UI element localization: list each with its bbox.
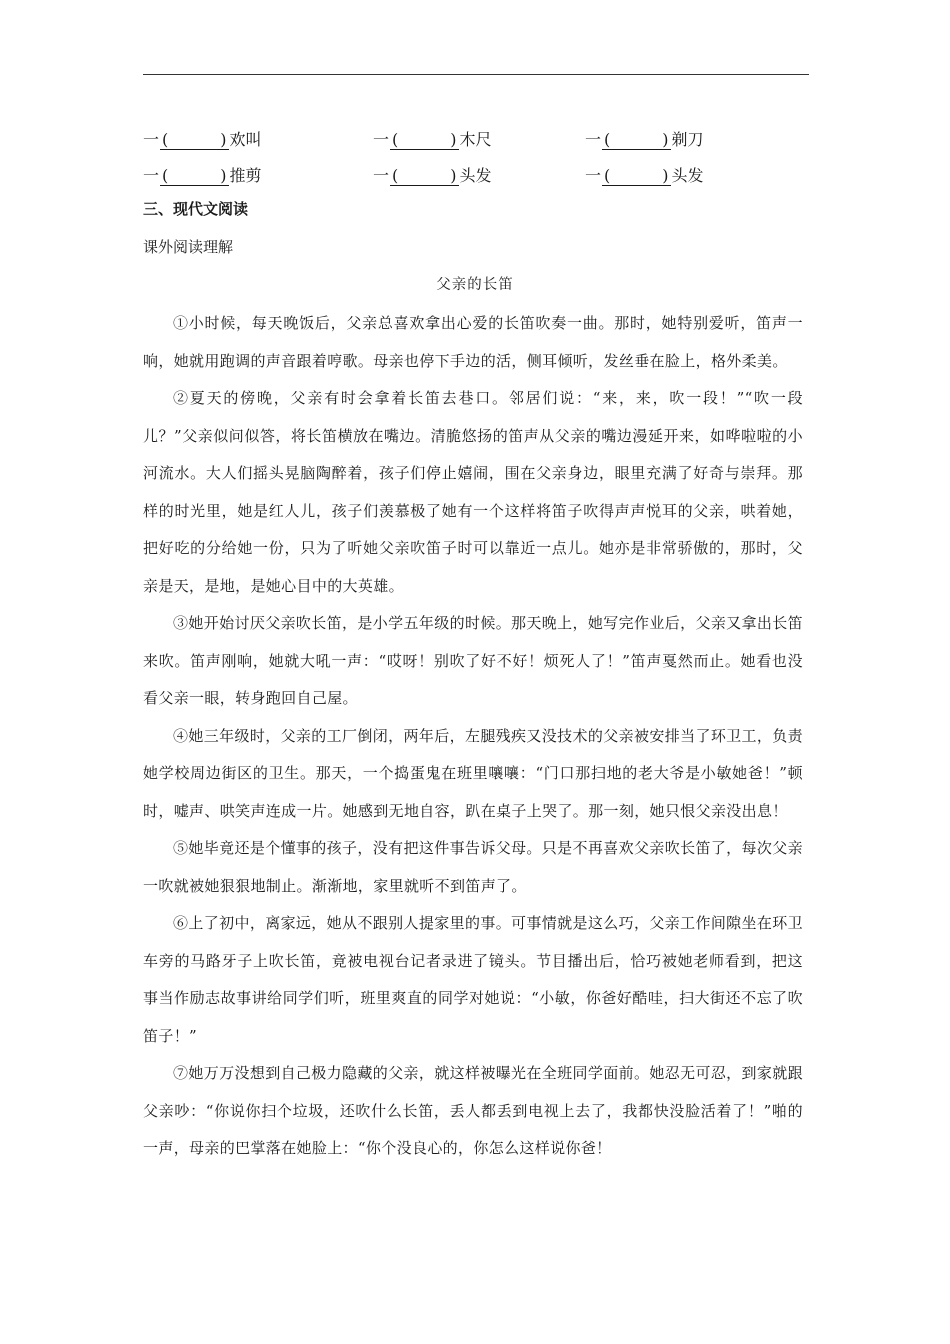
paren-close: ) bbox=[662, 165, 669, 185]
fill-blank-item bbox=[373, 163, 585, 186]
paren-open: ( bbox=[392, 165, 399, 185]
fill-blank-item bbox=[585, 127, 805, 150]
answer-blank[interactable] bbox=[160, 131, 229, 150]
noun-word: 剃刀 bbox=[671, 129, 704, 149]
article-paragraph: ⑥上了初中，离家远，她从不跟别人提家里的事。可事情就是这么巧，父亲工作间隙坐在环卫车旁的马路牙子上吹长笛，竟被电视台记者录进了镜头。节目播出后，恰巧被她老师看到，把这事当作励志故事讲给同学们听，班里爽直的同学对她说：“小敏，你爸好酷哇，扫大街还不忘了吹笛子！” bbox=[143, 914, 803, 1045]
article-paragraph: ④她三年级时，父亲的工厂倒闭，两年后，左腿残疾又没技术的父亲被安排当了环卫工，负责她学校周边街区的卫生。那天，一个捣蛋鬼在班里嚷嚷：“门口那扫地的老大爷是小敏她爸！”顿时，嘘声、哄笑声连成一片。她感到无地自容，趴在桌子上哭了。那一刻，她只恨父亲没出息！ bbox=[143, 726, 803, 820]
article-paragraph: ③她开始讨厌父亲吹长笛，是小学五年级的时候。那天晚上，她写完作业后，父亲又拿出长笛来吹。笛声刚响，她就大吼一声：“哎呀！别吹了好不好！烦死人了！”笛声戛然而止。她看也没看父亲一眼，转身跑回自己屋。 bbox=[143, 614, 803, 707]
measure-prefix: 一 bbox=[585, 165, 602, 185]
paren-close: ) bbox=[220, 165, 227, 185]
measure-prefix: 一 bbox=[373, 165, 390, 185]
article-paragraph: ⑦她万万没想到自己极力隐藏的父亲，就这样被曝光在全班同学面前。她忍无可忍，到家就跟父亲吵：“你说你扫个垃圾，还吹什么长笛，丢人都丢到电视上去了，我都快没脸活着了！”啪的一声，母亲的巴掌落在她脸上：“你个没良心的，你怎么这样说你爸！ bbox=[143, 1064, 803, 1157]
paren-open: ( bbox=[162, 129, 169, 149]
fill-blank-item bbox=[143, 127, 373, 150]
article-paragraph: ⑤她毕竟还是个懂事的孩子，没有把这件事告诉父母。只是不再喜欢父亲吹长笛了，每次父亲一吹就被她狠狠地制止。渐渐地，家里就听不到笛声了。 bbox=[143, 839, 803, 895]
measure-prefix: 一 bbox=[143, 165, 160, 185]
fill-blank-exercise bbox=[143, 120, 823, 192]
header-rule bbox=[143, 74, 809, 75]
paren-close: ) bbox=[450, 165, 457, 185]
article-title: 父亲的长笛 bbox=[436, 277, 514, 293]
paren-open: ( bbox=[392, 129, 399, 149]
noun-word: 头发 bbox=[671, 165, 704, 185]
paren-open: ( bbox=[604, 165, 611, 185]
article-paragraph: ②夏天的傍晚，父亲有时会拿着长笛去巷口。邻居们说：“来，来，吹一段！”“吹一段儿？”父亲似问似答，将长笛横放在嘴边。清脆悠扬的笛声从父亲的嘴边漫延开来，如哗啦啦的小河流水。大人们摇头晃脑陶醉着，孩子们停止嬉闹，围在父亲身边，眼里充满了好奇与崇拜。那样的时光里，她是红人儿，孩子们羡慕极了她有一个这样将笛子吹得声声悦耳的父亲，哄着她，把好吃的分给她一份，只为了听她父亲吹笛子时可以靠近一点儿。她亦是非常骄傲的，那时，父亲是天，是地，是她心目中的大英雄。 bbox=[143, 389, 803, 595]
fill-blank-row bbox=[143, 156, 823, 192]
fill-blank-item bbox=[373, 127, 585, 150]
fill-blank-item bbox=[585, 163, 805, 186]
paren-open: ( bbox=[604, 129, 611, 149]
answer-blank[interactable] bbox=[390, 167, 459, 186]
measure-prefix: 一 bbox=[373, 129, 390, 149]
paren-close: ) bbox=[220, 129, 227, 149]
fill-blank-row bbox=[143, 120, 823, 156]
paren-open: ( bbox=[162, 165, 169, 185]
answer-blank[interactable] bbox=[390, 131, 459, 150]
paren-close: ) bbox=[450, 129, 457, 149]
noun-word: 欢叫 bbox=[229, 129, 262, 149]
article-body bbox=[143, 305, 803, 1168]
section-heading: 三、现代文阅读 bbox=[143, 200, 249, 218]
measure-prefix: 一 bbox=[143, 129, 160, 149]
section-subheading: 课外阅读理解 bbox=[143, 238, 234, 256]
noun-word: 推剪 bbox=[229, 165, 262, 185]
answer-blank[interactable] bbox=[602, 131, 671, 150]
noun-word: 头发 bbox=[459, 165, 492, 185]
article-paragraph: ①小时候，每天晚饭后，父亲总喜欢拿出心爱的长笛吹奏一曲。那时，她特别爱听，笛声一响，她就用跑调的声音跟着哼歌。母亲也停下手边的活，侧耳倾听，发丝垂在脸上，格外柔美。 bbox=[143, 314, 803, 370]
answer-blank[interactable] bbox=[602, 167, 671, 186]
noun-word: 木尺 bbox=[459, 129, 492, 149]
paren-close: ) bbox=[662, 129, 669, 149]
answer-blank[interactable] bbox=[160, 167, 229, 186]
measure-prefix: 一 bbox=[585, 129, 602, 149]
fill-blank-item bbox=[143, 163, 373, 186]
